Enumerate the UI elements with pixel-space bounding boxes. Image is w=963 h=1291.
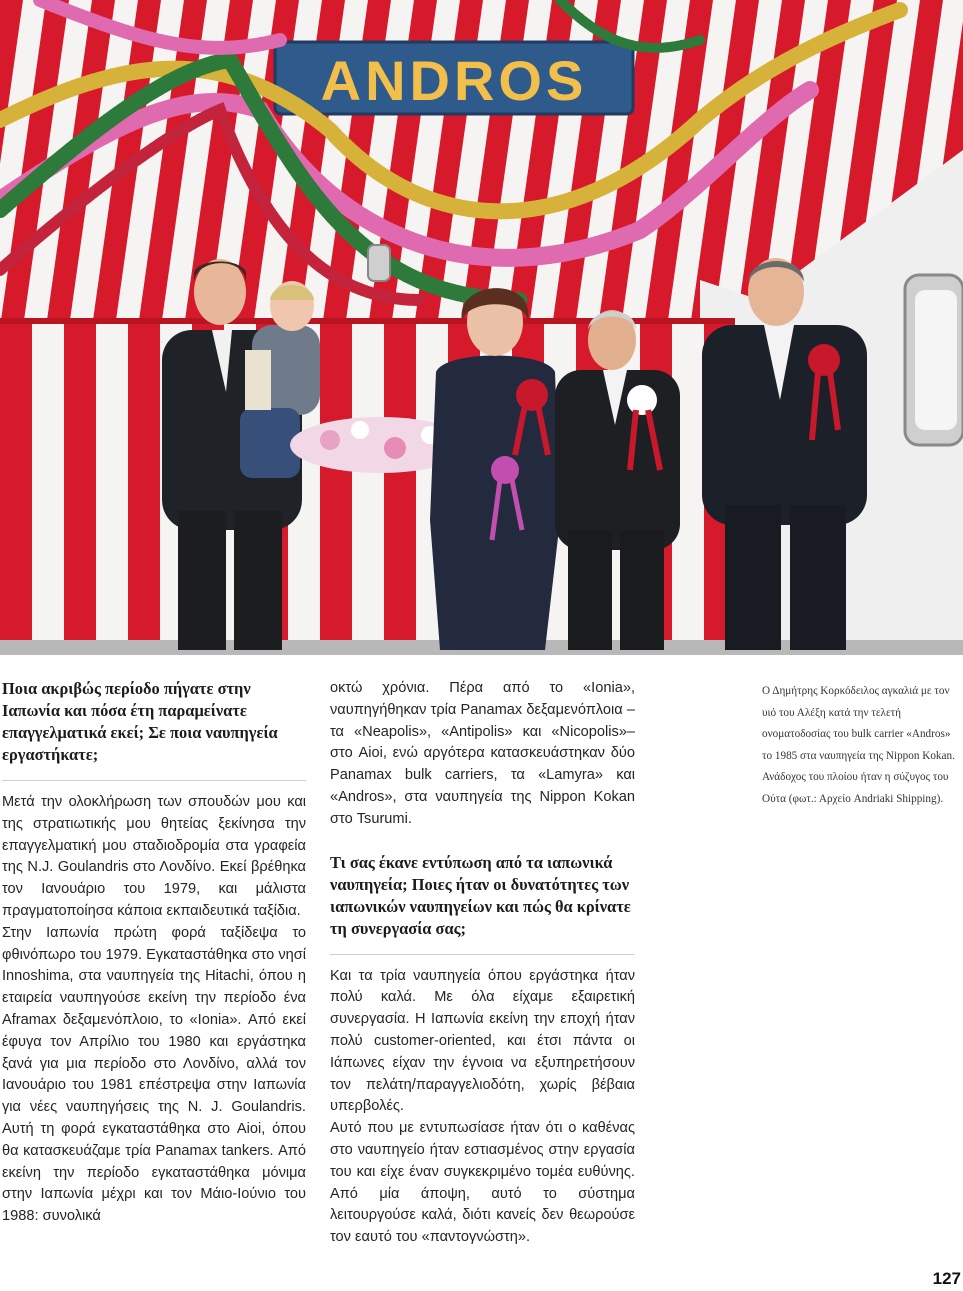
answer-paragraph: Στην Ιαπωνία πρώτη φορά ταξίδεψα το φθινόπωρο του 1979. Εγκαταστάθηκα στο νησί Innoshima, στα ναυπηγεία της Hitachi, όπου η εταιρεία ναυπηγούσε εκείνη την περίοδο ένα Aframax δεξαμενόπλοιο, το «Ionia». Από εκεί έφυγα τον Απρίλιο του 1980 και εργάστηκα ξανά για μια περίοδο στο Λονδίνο, αλλά τον Ιανουάριο του 1981 επέστρεψα στην Ιαπωνία για νέες ναυπηγήσεις της N. J. Goulandris. Αυτή τη φορά εγκαταστάθηκα στο Aioi, όπου θα κατασκευάζαμε τρία Panamax tankers. Από εκείνη την περίοδο εγκαταστάθηκα μόνιμα στην Ιαπωνία μέχρι και τον Μάιο-Ιούνιο του 1988: συνολικά: [2, 924, 306, 1225]
andros-sign: [275, 42, 633, 114]
answer-paragraph: Αυτό που με εντυπωσίασε ήταν ότι ο καθένας στο ναυπηγείο ήταν εστιασμένος στην εργασία του και είχε έναν συγκεκριμένο τομέα ευθύνης. Από μία άποψη, αυτό το σύστημα λειτουργούσε καλά, διότι κανείς δεν θεωρούσε τον εαυτό του «παντογνώστη».: [330, 1120, 635, 1246]
answer-paragraph: οκτώ χρόνια. Πέρα από το «Ionia», ναυπηγήθηκαν τρία Panamax δεξαμενόπλοια –τα «Neapolis», «Antipolis» και «Nicopolis»– στο Aioi, ενώ αργότερα κατασκευάστηκαν δύο Panamax bulk carriers, τα «Lamyra» και «Andros», στα ναυπηγεία της Nippon Kokan στο Tsurumi.: [330, 680, 635, 827]
interview-question-2: Τι σας έκανε εντύπωση από τα ιαπωνικά ναυπηγεία; Ποιες ήταν οι δυνατότητες των ιαπωνικών ναυπηγείων και πώς θα κρίνατε τη συνεργασία σας;: [330, 852, 635, 955]
photo-caption: Ο Δημήτρης Κορκόδειλος αγκαλιά με τον υιό του Αλέξη κατά την τελετή ονοματοδοσίας του bulk carrier «Andros» το 1985 στα ναυπηγεία της Nippon Kokan. Ανάδοχος του πλοίου ήταν η σύζυγος του Ούτα (φωτ.: Αρχείο Andriaki Shipping).: [762, 685, 955, 805]
answer-paragraph: Και τα τρία ναυπηγεία όπου εργάστηκα ήταν πολύ καλά. Με όλα είχαμε εξαιρετική συνεργασία. Η Ιαπωνία εκείνη την εποχή ήταν πολύ customer-oriented, και έτσι πάντα οι Ιάπωνες είχαν την έγνοια να εξυπηρετήσουν τον πελάτη/παραγγελιοδότη, χωρίς βέβαια υπερβολές.: [330, 967, 635, 1115]
text-column-2: [330, 678, 635, 1249]
interview-question-1: Ποια ακριβώς περίοδο πήγατε στην Ιαπωνία και πόσα έτη παραμείνατε επαγγελματικά εκεί; Σε ποια ναυπηγεία εργαστήκατε;: [2, 678, 306, 781]
sign-text: ANDROS: [320, 49, 588, 112]
answer-paragraph: Μετά την ολοκλήρωση των σπουδών μου και της στρατιωτικής μου θητείας ξεκίνησα την επαγγελματική μου σταδιοδρομία στα γραφεία της N.J. Goulandris στο Λονδίνο. Εκεί βρέθηκα τον Ιανουάριο του 1979, και μάλιστα πραγματοποίησα κάποια εκπαιδευτικά ταξίδια.: [2, 794, 306, 919]
text-column-1: [2, 678, 306, 1228]
page-number: 127: [932, 1269, 961, 1288]
photo-caption-column: [762, 681, 962, 811]
